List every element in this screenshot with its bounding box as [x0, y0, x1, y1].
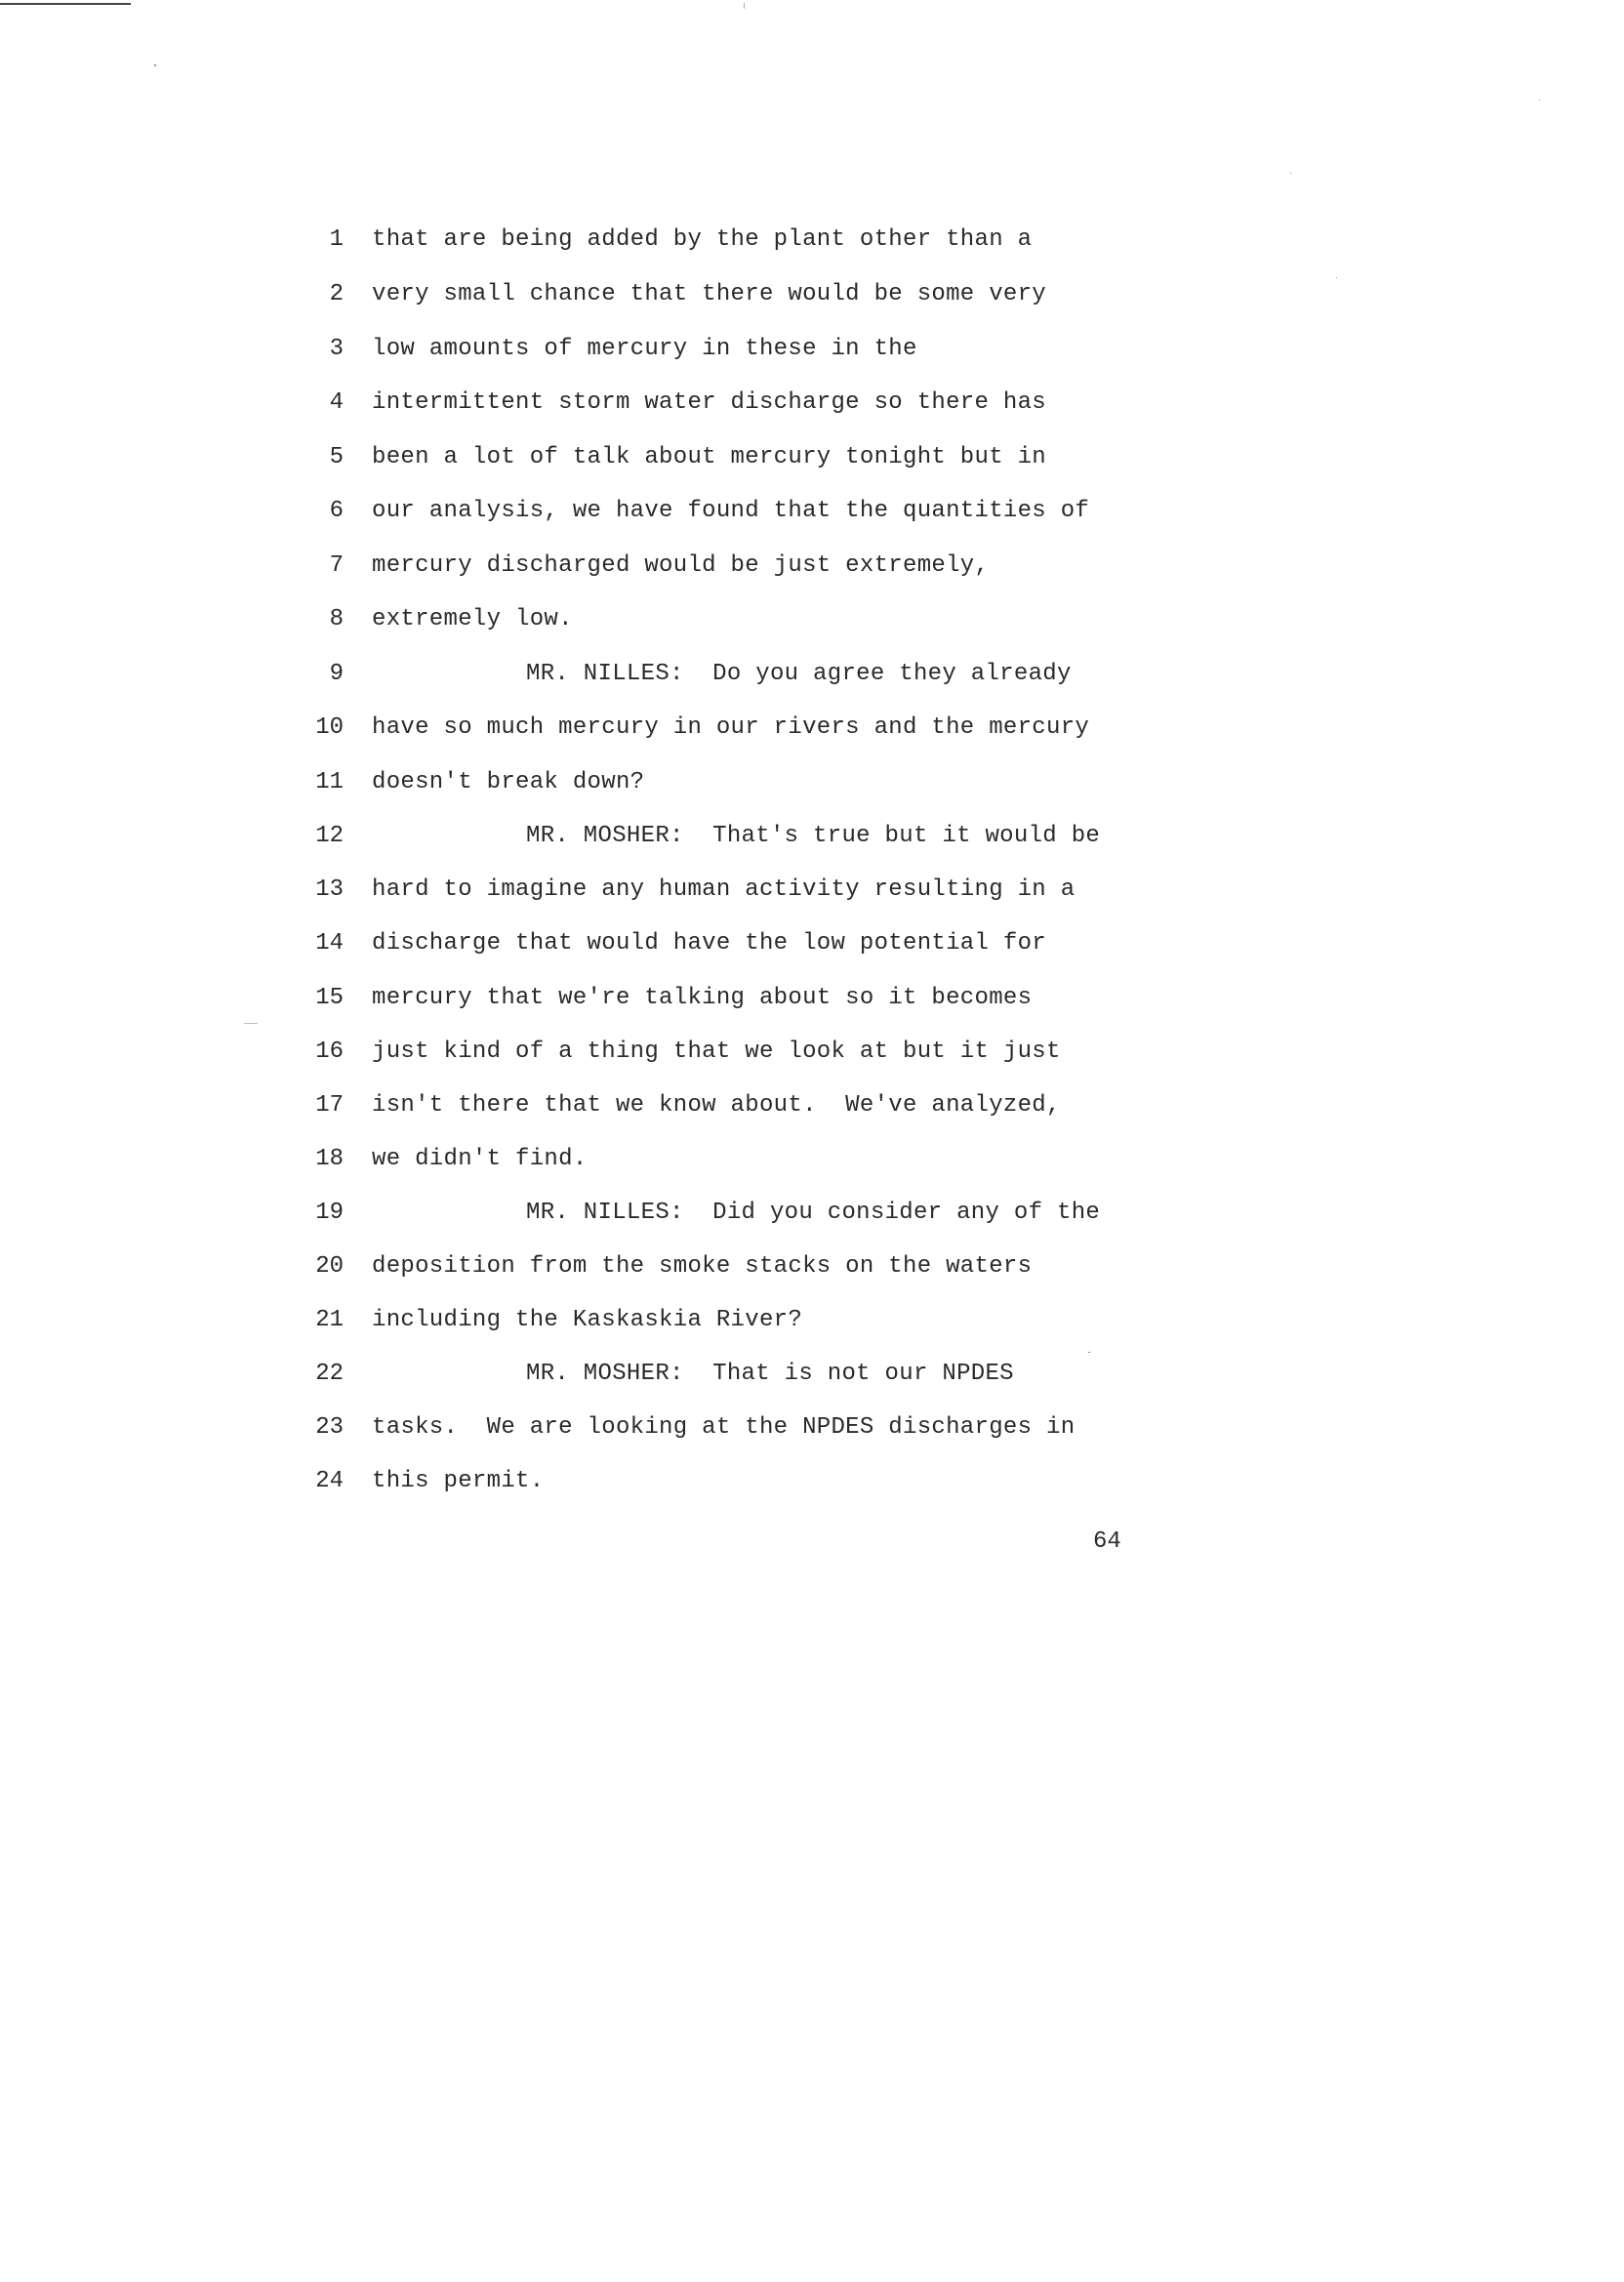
line-number: 3 — [329, 336, 344, 362]
transcript-line — [0, 1462, 1624, 1501]
transcript-line — [0, 1355, 1624, 1394]
line-number: 8 — [329, 606, 344, 632]
transcript-line — [0, 1194, 1624, 1233]
line-text: including the Kaskaskia River? — [372, 1307, 803, 1333]
transcript-line — [0, 1247, 1624, 1286]
line-number: 4 — [329, 389, 344, 416]
line-text: low amounts of mercury in these in the — [372, 336, 917, 362]
transcript-line — [0, 655, 1624, 694]
transcript-line — [0, 1033, 1624, 1072]
transcript-line — [0, 384, 1624, 423]
line-text: mercury that we're talking about so it becomes — [372, 985, 1033, 1011]
transcript-line — [0, 763, 1624, 802]
scan-speck — [1088, 1352, 1090, 1353]
transcript-line — [0, 438, 1624, 477]
line-text: intermittent storm water discharge so there has — [372, 389, 1047, 416]
line-text: discharge that would have the low potential for — [372, 930, 1047, 957]
line-number: 6 — [329, 498, 344, 524]
line-number: 13 — [315, 876, 344, 903]
scan-speck — [1290, 173, 1291, 174]
line-text: just kind of a thing that we look at but it just — [372, 1039, 1061, 1065]
line-text: extremely low. — [372, 606, 573, 632]
transcript-line — [0, 275, 1624, 314]
line-number: 11 — [315, 769, 344, 795]
line-number: 5 — [329, 444, 344, 470]
line-number: 18 — [315, 1146, 344, 1172]
line-text: our analysis, we have found that the quantities of — [372, 498, 1090, 524]
line-text: doesn't break down? — [372, 769, 645, 795]
line-number: 15 — [315, 985, 344, 1011]
line-number: 21 — [315, 1307, 344, 1333]
scan-speck — [244, 1023, 258, 1024]
line-text: hard to imagine any human activity resulting in a — [372, 876, 1076, 903]
transcript-line — [0, 492, 1624, 531]
line-number: 10 — [315, 714, 344, 741]
scan-speck — [154, 64, 156, 66]
transcript-line — [0, 979, 1624, 1018]
scan-artifact-line — [0, 3, 131, 5]
speaker-line-text: MR. NILLES: Do you agree they already — [526, 661, 1072, 687]
transcript-line — [0, 924, 1624, 963]
transcript-line — [0, 1140, 1624, 1179]
transcript-line — [0, 871, 1624, 910]
line-text: that are being added by the plant other than a — [372, 226, 1033, 253]
speaker-line-text: MR. NILLES: Did you consider any of the — [526, 1200, 1101, 1226]
line-text: have so much mercury in our rivers and the mercury — [372, 714, 1090, 741]
line-number: 19 — [315, 1200, 344, 1226]
line-number: 16 — [315, 1039, 344, 1065]
transcript-line — [0, 1086, 1624, 1125]
transcript-line — [0, 547, 1624, 586]
transcript-line — [0, 330, 1624, 369]
line-text: tasks. We are looking at the NPDES discharges in — [372, 1414, 1076, 1441]
line-number: 22 — [315, 1361, 344, 1387]
line-number: 7 — [329, 552, 344, 579]
line-number: 14 — [315, 930, 344, 957]
line-text: very small chance that there would be some very — [372, 281, 1047, 307]
line-number: 17 — [315, 1092, 344, 1119]
line-number: 1 — [329, 226, 344, 253]
line-text: mercury discharged would be just extremely, — [372, 552, 990, 579]
line-number: 24 — [315, 1468, 344, 1494]
transcript-line — [0, 817, 1624, 856]
line-number: 12 — [315, 823, 344, 849]
scan-speck — [1539, 100, 1540, 101]
speaker-line-text: MR. MOSHER: That's true but it would be — [526, 823, 1101, 849]
line-number: 9 — [329, 661, 344, 687]
line-text: this permit. — [372, 1468, 545, 1494]
line-number: 20 — [315, 1253, 344, 1280]
transcript-line — [0, 221, 1624, 260]
line-text: we didn't find. — [372, 1146, 588, 1172]
line-number: 2 — [329, 281, 344, 307]
line-text: deposition from the smoke stacks on the waters — [372, 1253, 1033, 1280]
line-number: 23 — [315, 1414, 344, 1441]
line-text: isn't there that we know about. We've analyzed, — [372, 1092, 1061, 1119]
transcript-line — [0, 1301, 1624, 1340]
scan-speck — [744, 3, 745, 9]
page-number: 64 — [1093, 1528, 1121, 1555]
transcript-line — [0, 600, 1624, 639]
transcript-line — [0, 709, 1624, 748]
line-text: been a lot of talk about mercury tonight but in — [372, 444, 1047, 470]
speaker-line-text: MR. MOSHER: That is not our NPDES — [526, 1361, 1014, 1387]
transcript-line — [0, 1408, 1624, 1447]
